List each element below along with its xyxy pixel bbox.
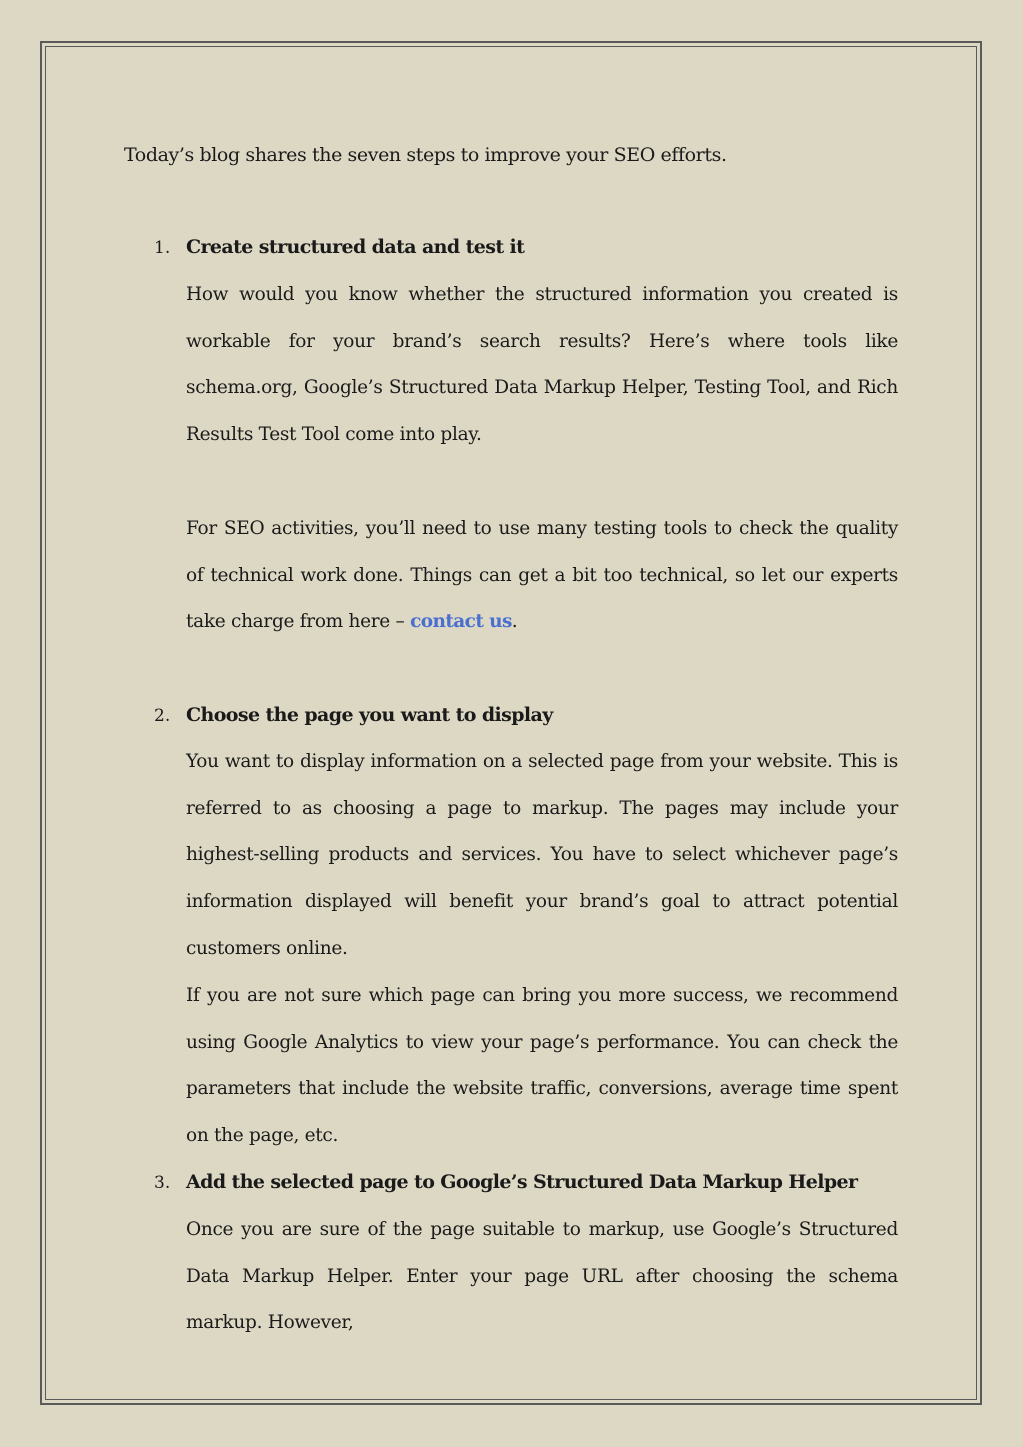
- step-1-paragraph-2-text: For SEO activities, you’ll need to use many testing tools to check the quality of technical work done. Things can get a bit too technical, so let our experts take charge from here –: [186, 518, 898, 633]
- intro-text: Today’s blog shares the seven steps to improve your SEO efforts.: [124, 144, 727, 166]
- step-1-paragraph-2-suffix: .: [511, 611, 518, 633]
- step-1-paragraph-2: [186, 506, 898, 646]
- step-3-heading: Add the selected page to Google’s Structured Data Markup Helper: [186, 1171, 858, 1193]
- step-1-number: 1.: [154, 238, 171, 258]
- step-1-paragraph-1: How would you know whether the structured information you created is workable for your brand’s search results? Here’s where tools like schema.org, Google’s Structured Data Markup Helper, Testing Tool, and Rich Results Test Tool come into play.: [186, 284, 898, 446]
- step-2-paragraph-1: You want to display information on a selected page from your website. This is referred to as choosing a page to markup. The pages may include your highest-selling products and services. You have to select whichever page’s information displayed will benefit your brand’s goal to attract potential customers online.: [186, 751, 898, 959]
- step-1-heading: Create structured data and test it: [186, 236, 525, 258]
- contact-us-link[interactable]: contact us: [410, 611, 512, 633]
- step-3-number: 3.: [154, 1173, 171, 1193]
- step-3-paragraph-1: Once you are sure of the page suitable to markup, use Google’s Structured Data Markup Helper. Enter your page URL after choosing the schema markup. However,: [186, 1219, 898, 1334]
- step-2-heading: Choose the page you want to display: [186, 704, 553, 726]
- step-2-paragraph-2: If you are not sure which page can bring you more success, we recommend using Google Analytics to view your page’s performance. You can check the parameters that include the website traffic, conversions, average time spent on the page, etc.: [186, 985, 898, 1147]
- step-2-number: 2.: [154, 706, 171, 726]
